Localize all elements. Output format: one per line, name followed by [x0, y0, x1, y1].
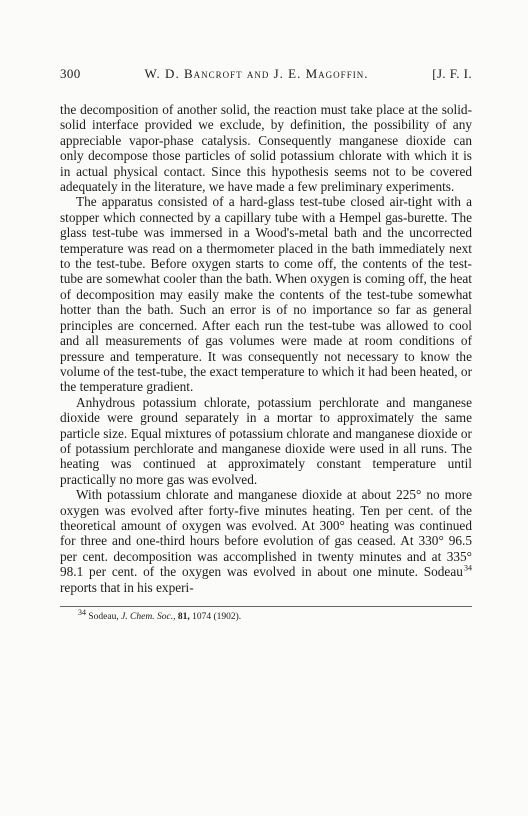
paragraph-continuation: the decomposition of another solid, the reaction must take place at the solid-solid interface provided we exclude, by definition, the possibility of any appreciable vapor-phase catalysis. Consequently manganese dioxide can only decompose those particles of solid potassium chlorate with which it is in actual physical contact. Since this hypothesis seems not to be covered adequately in the literature, we have made a few preliminary experiments. — [60, 102, 472, 195]
results-text: With potassium chlorate and manganese dioxide at about 225° no more oxygen was evolved after forty-five minutes heating. Ten per cent. of the theoretical amount of oxygen was evolved. At 300° heating was continued for three and one-third hours before evolution of gas ceased. At 330° 96.5 per cent. decomposition was accomplished in twenty minutes and at 335° 98.1 per cent. of the oxygen was evolved in about one minute. Sodeau — [60, 487, 472, 580]
running-head-authors: W. D. Bancroft and J. E. Magoffin. — [144, 66, 369, 81]
footnote-citation: 1074 (1902). — [192, 612, 242, 622]
footnote-reference[interactable]: 34 — [464, 563, 472, 573]
footnote-author: Sodeau, — [88, 612, 119, 622]
paragraph-materials: Anhydrous potassium chlorate, potassium perchlorate and manganese dioxide were ground separately in a mortar to approximately the same particle size. Equal mixtures of potassium chlorate and manganese dioxide or of potassium perchlorate and manganese dioxide were used in all runs. The heating was continued at approximately constant temperature until practically no more gas was evolved. — [60, 394, 472, 487]
page — [60, 66, 472, 622]
paragraph-results — [60, 487, 472, 595]
journal-reference: [J. F. I. — [432, 66, 472, 81]
footnote — [60, 607, 472, 622]
footnote-marker: 34 — [78, 607, 86, 617]
footnote-journal: J. Chem. Soc., — [121, 612, 176, 622]
footnote-divider — [60, 606, 472, 607]
page-number: 300 — [60, 66, 81, 81]
results-text-end: reports that in his experi- — [60, 579, 194, 595]
footnote-volume: 81, — [177, 612, 190, 622]
running-header — [60, 66, 472, 82]
paragraph-apparatus: The apparatus consisted of a hard-glass test-tube closed air-tight with a stopper which connected by a capillary tube with a Hempel gas-burette. The glass test-tube was immersed in a Wood's-metal bath and the uncorrected temperature was read on a thermometer placed in the bath immediately next to the test-tube. Before oxygen starts to come off, the contents of the test-tube are somewhat cooler than the bath. When oxygen is coming off, the heat of decomposition may easily make the contents of the test-tube somewhat hotter than the bath. Such an error is of no importance so far as general principles are concerned. After each run the test-tube was allowed to cool and all measurements of gas volumes were made at room conditions of pressure and temperature. It was consequently not necessary to know the volume of the test-tube, the exact temperature to which it had been heated, or the temperature gradient. — [60, 194, 472, 395]
